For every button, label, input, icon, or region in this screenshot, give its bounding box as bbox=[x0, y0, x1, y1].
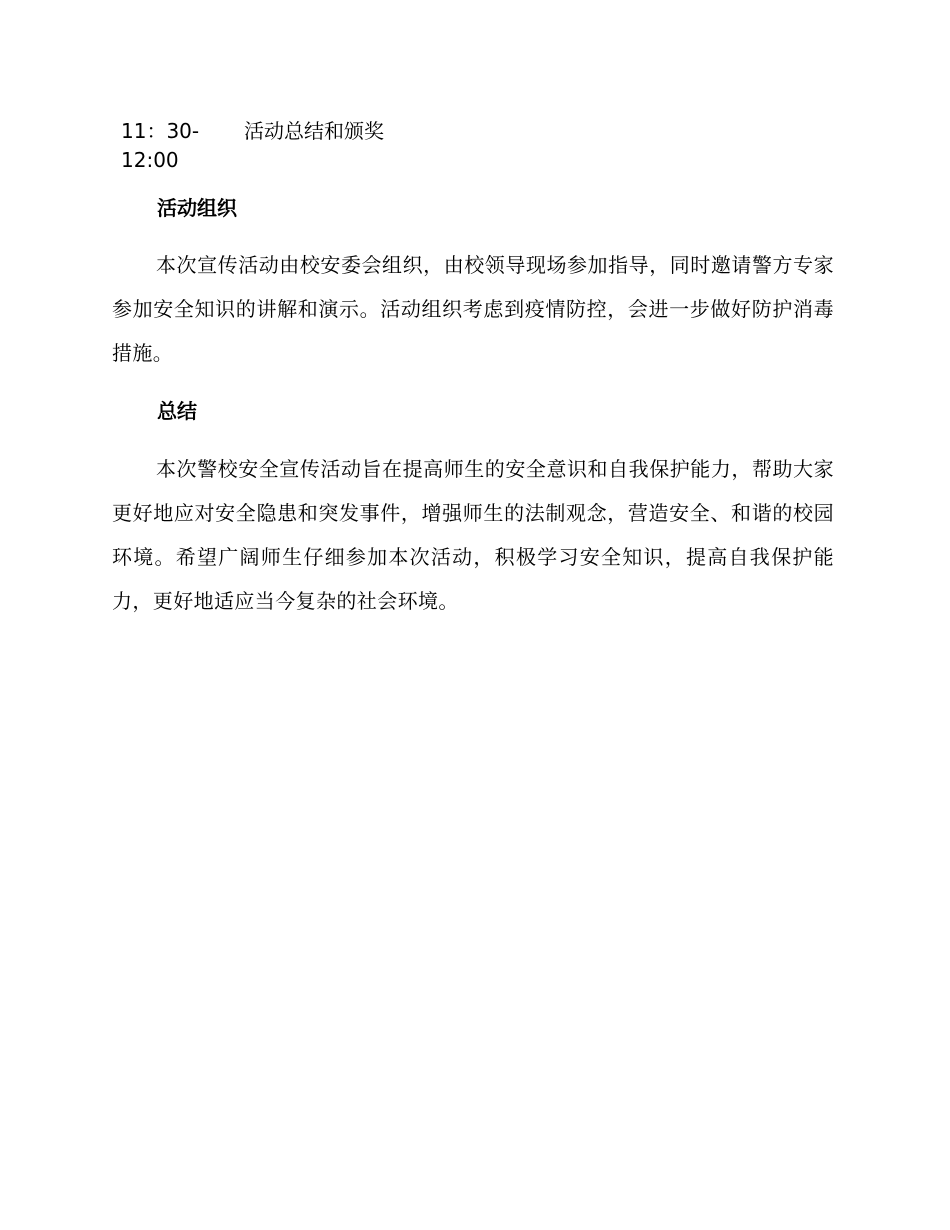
summary-paragraph: 本次警校安全宣传活动旨在提高师生的安全意识和自我保护能力，帮助大家更好地应对安全隐患和突发事件，增强师生的法制观念，营造安全、和谐的校园环境。希望广阔师生仔细参加本次活动，积极学习安全知识，提高自我保护能力，更好地适应当今复杂的社会环境。 bbox=[112, 457, 834, 613]
schedule-time: 11：30-12:00 bbox=[121, 119, 200, 172]
section-heading-summary: 总结 bbox=[157, 399, 197, 423]
schedule-table bbox=[121, 117, 421, 175]
organization-paragraph: 本次宣传活动由校安委会组织，由校领导现场参加指导，同时邀请警方专家参加安全知识的讲解和演示。活动组织考虑到疫情防控，会进一步做好防护消毒措施。 bbox=[112, 253, 834, 365]
schedule-event: 活动总结和颁奖 bbox=[244, 119, 384, 143]
schedule-row bbox=[121, 117, 421, 175]
section-heading-organization: 活动组织 bbox=[157, 196, 237, 220]
